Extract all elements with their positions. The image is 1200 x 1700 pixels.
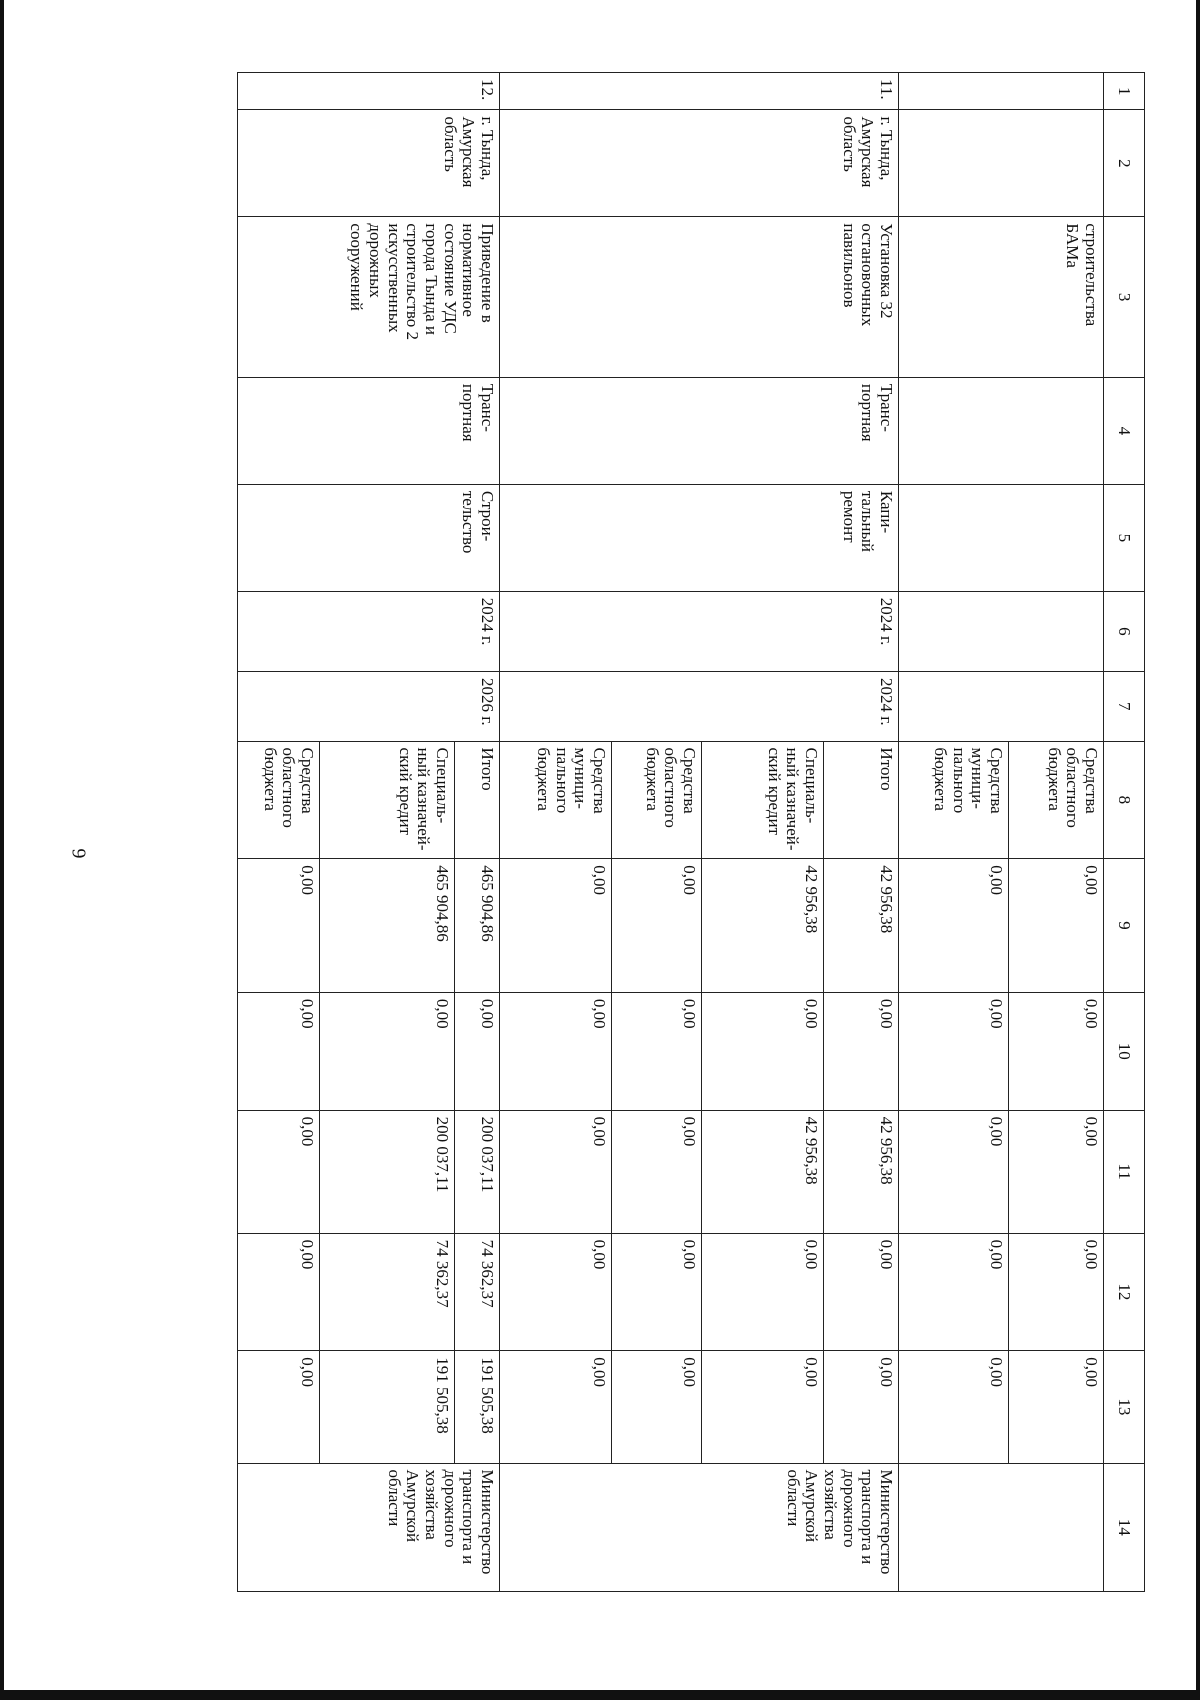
cell-value: 0,00 <box>899 992 1009 1110</box>
cell-value: 42 956,38 <box>702 859 824 993</box>
cell-type: Транс-портная <box>500 377 899 484</box>
cell-value: 0,00 <box>500 1351 612 1463</box>
header-cell: 12 <box>1104 1233 1145 1351</box>
cell-value: 0,00 <box>500 859 612 993</box>
cell-value: 42 956,38 <box>824 1110 899 1233</box>
cell-value: 0,00 <box>612 992 702 1110</box>
cell-source: Итого <box>455 741 500 859</box>
cell-value: 200 037,11 <box>320 1110 455 1233</box>
cell-source: Средства муници-пального бюджета <box>500 741 612 859</box>
cell-end <box>899 672 1104 742</box>
cell-value: 0,00 <box>612 859 702 993</box>
cell-start: 2024 г. <box>500 591 899 671</box>
cell-source: Средства областного бюджета <box>238 741 320 859</box>
cell-value: 0,00 <box>824 1351 899 1463</box>
cell-value: 0,00 <box>899 1110 1009 1233</box>
cell-type: Транс-портная <box>238 377 500 484</box>
cell-location: г. Тында, Амурская область <box>238 110 500 217</box>
cell-value: 42 956,38 <box>824 859 899 993</box>
header-cell: 8 <box>1104 741 1145 859</box>
cell-source: Средства областного бюджета <box>1009 741 1104 859</box>
cell-start: 2024 г. <box>238 591 500 671</box>
cell-work <box>899 484 1104 591</box>
cell-source: Средства областного бюджета <box>612 741 702 859</box>
cell-value: 200 037,11 <box>455 1110 500 1233</box>
cell-value: 0,00 <box>238 859 320 993</box>
cell-source: Специаль-ный казначей-ский кредит <box>702 741 824 859</box>
cell-value: 0,00 <box>824 992 899 1110</box>
page-left-edge <box>0 0 4 1700</box>
header-cell: 5 <box>1104 484 1145 591</box>
cell-customer: Министерство транспорта и дорожного хозяйства Амурской области <box>500 1463 899 1591</box>
cell-value: 0,00 <box>238 1351 320 1463</box>
table-row <box>455 73 500 1592</box>
cell-value: 0,00 <box>1009 1233 1104 1351</box>
page-bottom-edge <box>0 1690 1200 1700</box>
cell-end: 2024 г. <box>500 672 899 742</box>
cell-value: 0,00 <box>1009 992 1104 1110</box>
cell-value: 465 904,86 <box>455 859 500 993</box>
rotated-table-container <box>165 72 1145 1592</box>
cell-value: 0,00 <box>500 1233 612 1351</box>
cell-start <box>899 591 1104 671</box>
cell-location <box>899 110 1104 217</box>
cell-value: 0,00 <box>320 992 455 1110</box>
header-cell: 4 <box>1104 377 1145 484</box>
header-cell: 10 <box>1104 992 1145 1110</box>
cell-source: Специаль-ный казначей-ский кредит <box>320 741 455 859</box>
cell-value: 0,00 <box>455 992 500 1110</box>
cell-source: Итого <box>824 741 899 859</box>
header-cell: 14 <box>1104 1463 1145 1591</box>
cell-work: Капи-тальный ремонт <box>500 484 899 591</box>
cell-value: 0,00 <box>612 1233 702 1351</box>
cell-value: 0,00 <box>238 992 320 1110</box>
cell-value: 0,00 <box>899 1233 1009 1351</box>
cell-num <box>899 73 1104 110</box>
cell-value: 0,00 <box>824 1233 899 1351</box>
cell-value: 0,00 <box>500 1110 612 1233</box>
page-right-edge <box>1196 0 1200 1700</box>
cell-object: Приведение в нормативное состояние УДС города Тында и строительство 2 искусственных дорожных сооружений <box>238 217 500 377</box>
cell-value: 0,00 <box>238 1110 320 1233</box>
cell-value: 0,00 <box>899 1351 1009 1463</box>
cell-value: 0,00 <box>1009 1110 1104 1233</box>
cell-value: 0,00 <box>612 1110 702 1233</box>
cell-work: Строи-тельство <box>238 484 500 591</box>
header-row <box>1104 73 1145 1592</box>
cell-value: 74 362,37 <box>455 1233 500 1351</box>
cell-num: 11. <box>500 73 899 110</box>
header-cell: 11 <box>1104 1110 1145 1233</box>
table-row <box>824 73 899 1592</box>
header-cell: 6 <box>1104 591 1145 671</box>
cell-value: 74 362,37 <box>320 1233 455 1351</box>
cell-object: строительства БАМа <box>899 217 1104 377</box>
cell-location: г. Тында, Амурская область <box>500 110 899 217</box>
cell-customer <box>899 1463 1104 1591</box>
cell-source: Средства муници-пального бюджета <box>899 741 1009 859</box>
cell-value: 0,00 <box>702 992 824 1110</box>
cell-value: 191 505,38 <box>320 1351 455 1463</box>
header-cell: 9 <box>1104 859 1145 993</box>
cell-customer: Министерство транспорта и дорожного хозяйства Амурской области <box>238 1463 500 1591</box>
cell-value: 0,00 <box>238 1233 320 1351</box>
cell-value: 0,00 <box>1009 1351 1104 1463</box>
header-cell: 3 <box>1104 217 1145 377</box>
table-row <box>1009 73 1104 1592</box>
page-number: 6 <box>68 848 91 859</box>
header-cell: 7 <box>1104 672 1145 742</box>
cell-type <box>899 377 1104 484</box>
header-cell: 2 <box>1104 110 1145 217</box>
cell-num: 12. <box>238 73 500 110</box>
cell-value: 0,00 <box>899 859 1009 993</box>
cell-value: 42 956,38 <box>702 1110 824 1233</box>
projects-table <box>237 72 1145 1592</box>
header-cell: 1 <box>1104 73 1145 110</box>
cell-value: 191 505,38 <box>455 1351 500 1463</box>
cell-value: 0,00 <box>1009 859 1104 993</box>
cell-object: Установка 32 остановочных павильонов <box>500 217 899 377</box>
header-cell: 13 <box>1104 1351 1145 1463</box>
cell-value: 0,00 <box>702 1233 824 1351</box>
cell-value: 0,00 <box>702 1351 824 1463</box>
cell-value: 0,00 <box>612 1351 702 1463</box>
cell-value: 465 904,86 <box>320 859 455 993</box>
cell-value: 0,00 <box>500 992 612 1110</box>
cell-end: 2026 г. <box>238 672 500 742</box>
